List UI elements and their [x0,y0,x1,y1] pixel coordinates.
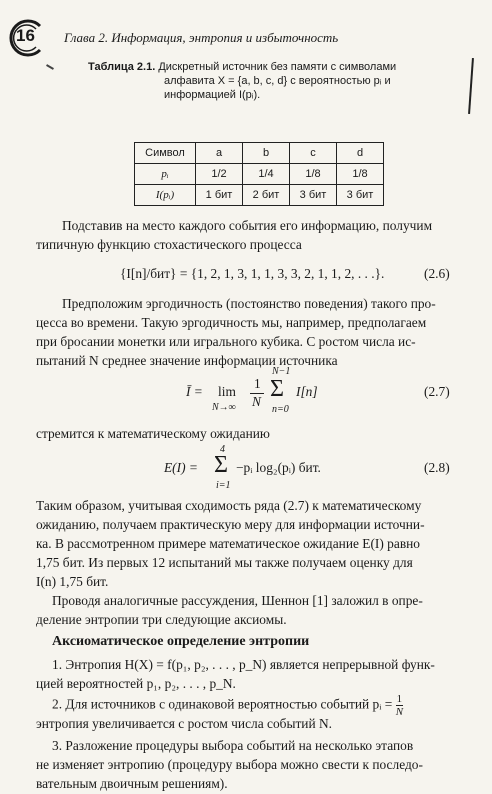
axiom-1-line2: цией вероятностей p₁, p₂, . . . , p_N. [36,676,236,691]
table-row [135,185,384,206]
table-caption-label: Таблица 2.1. [88,61,156,73]
eq27-term: I[n] [296,384,318,399]
eq27-frac-num: 1 [254,376,261,391]
eq27-sum-top: N−1 [272,366,291,377]
paragraph-2-line4: пытаний N среднее значение информации источника [36,353,338,368]
table-cell: 1 бит [196,185,243,206]
equation-2-7-number: (2.7) [424,384,450,399]
eq27-lhs: Ī = [186,384,203,399]
table-cell: b [243,143,290,164]
eq27-lim: lim [218,384,236,399]
axiom-2-frac-den: N [395,706,404,718]
axiom-2-frac-num: 1 [396,693,403,705]
table-cell: c [290,143,337,164]
eq28-lhs: E(I) = [164,460,198,475]
table-cell: 3 бит [290,185,337,206]
equation-2-6: {I[n]/бит} = {1, 2, 1, 3, 1, 1, 3, 3, 2, 1, 1, 2, . . .}. [120,266,385,281]
table-row [135,164,384,185]
paragraph-2-line3: при бросании монетки или игрального кубика. С ростом числа ис- [36,334,416,349]
eq28-sum-sign: Σ [214,452,228,478]
table-caption [88,60,418,102]
paragraph-3-text: стремится к математическому ожиданию [36,426,270,441]
page-number: 16 [16,26,35,45]
axiom-2-line2: энтропия увеличивается с ростом числа событий N. [36,716,332,731]
table-cell: 2 бит [243,185,290,206]
table-cell: pᵢ [135,164,196,185]
equation-2-6-number: (2.6) [424,266,450,281]
eq28-sum-top: 4 [220,444,225,455]
table-cell: 1/8 [337,164,384,185]
table-cell: Символ [135,143,196,164]
table-cell: 1/2 [196,164,243,185]
table-row [135,143,384,164]
axiom-3-line2: не изменяет энтропию (процедуру выбора можно свести к последо- [36,757,423,772]
table-cell: 1/8 [290,164,337,185]
axiom-3-line1: 3. Разложение процедуры выбора событий на несколько этапов [52,738,414,753]
equation-2-8 [164,446,364,494]
margin-tick-mark [46,64,54,70]
eq28-sum-bottom: i=1 [216,480,231,491]
section-heading: Аксиоматическое определение энтропии [52,634,310,649]
paragraph-2-line1: Предположим эргодичность (постоянство поведения) такого про- [62,296,436,311]
paragraph-1-line1: Подставив на место каждого события его информацию, получим [62,218,433,233]
paragraph-2-line2: цесса во времени. Такую эргодичность мы, например, предполагаем [36,315,427,330]
axiom-1-line1: 1. Энтропия H(X) = f(p₁, p₂, . . . , p_N) является непрерывной функ- [52,657,435,672]
eq27-frac-den: N [252,394,261,409]
axiom-2-line1-text: 2. Для источников с одинаковой вероятностью событий pᵢ = [52,696,393,712]
table-cell: a [196,143,243,164]
table-cell: 1/4 [243,164,290,185]
eq27-lim-sub: N→∞ [212,402,236,413]
paragraph-3 [36,424,270,443]
symbol-probability-table [134,142,384,206]
table-cell: d [337,143,384,164]
eq27-sum-sign: Σ [270,376,284,402]
margin-pen-mark [468,58,474,114]
paragraph-4-line4: 1,75 бит. Из первых 12 испытаний мы также получаем оценку для [36,555,413,570]
table-caption-line2: алфавита X = {a, b, c, d} с вероятностью pᵢ и [164,75,391,87]
eq27-sum-bottom: n=0 [272,404,289,415]
table-caption-line1: Дискретный источник без памяти с символами [158,61,397,73]
eq28-term: −pᵢ log₂(pᵢ) бит. [236,460,321,475]
paragraph-4-line1: Таким образом, учитывая сходимость ряда (2.7) к математическому [36,498,422,513]
paragraph-4-line2: ожиданию, получаем практическую меру для информации источни- [36,517,425,532]
table-caption-line3: информацией I(pᵢ). [164,89,261,101]
paragraph-5-line2: деление энтропии три следующие аксиомы. [36,612,287,627]
paragraph-5-line1: Проводя аналогичные рассуждения, Шеннон [1] заложил в опре- [52,593,423,608]
paragraph-4-line5: I(n) 1,75 бит. [36,574,109,589]
table-cell: 3 бит [337,185,384,206]
paragraph-4-line3: ка. В рассмотренном примере математическое ожидание E(I) равно [36,536,421,551]
paragraph-1-line2: типичную функцию стохастического процесса [36,237,302,252]
equation-2-7 [186,366,346,420]
equation-2-8-number: (2.8) [424,460,450,475]
axiom-3-line3: вательным двоичным решениям). [36,776,228,791]
table-cell: I(pᵢ) [135,185,196,206]
running-title: Глава 2. Информация, энтропия и избыточность [64,30,339,45]
